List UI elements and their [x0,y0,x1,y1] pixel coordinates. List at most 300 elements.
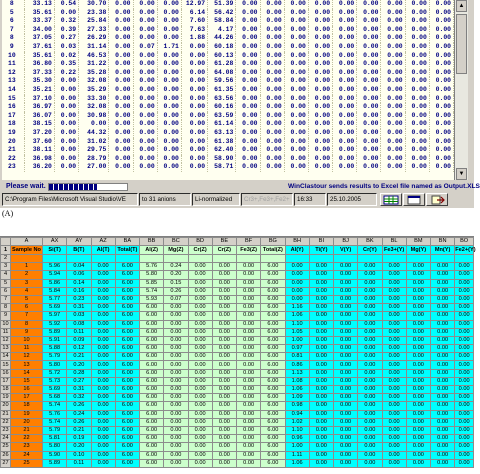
data-cell[interactable]: 0.00 [212,295,236,303]
data-cell[interactable]: 0.00 [431,263,455,271]
data-cell[interactable]: 0.00 [334,369,358,377]
column-header[interactable]: BA [115,238,139,246]
data-cell[interactable]: 0.00 [188,345,212,353]
data-cell[interactable]: 5.94 [43,271,67,279]
data-cell[interactable]: 0.00 [406,295,430,303]
data-cell[interactable]: 0.00 [358,361,382,369]
data-cell[interactable]: 0.12 [67,345,91,353]
data-cell[interactable]: 0.00 [91,361,115,369]
data-cell[interactable]: 0.00 [309,361,333,369]
data-cell[interactable]: 0.00 [309,336,333,344]
data-cell[interactable]: 0.00 [237,377,261,385]
data-cell[interactable]: 0.27 [67,377,91,385]
empty-cell[interactable] [164,255,188,263]
data-cell[interactable]: 1.11 [285,451,309,459]
column-header[interactable]: BL [382,238,406,246]
data-cell[interactable]: 0.00 [431,426,455,434]
sample-number[interactable]: 18 [11,402,43,410]
data-cell[interactable]: 0.00 [188,353,212,361]
data-cell[interactable]: 0.00 [285,263,309,271]
row-header[interactable]: 11 [1,328,11,336]
data-cell[interactable]: 0.00 [334,377,358,385]
sample-number[interactable]: 9 [11,328,43,336]
data-cell[interactable]: 0.00 [212,304,236,312]
data-cell[interactable]: 0.00 [406,328,430,336]
results-row[interactable] [2,129,454,138]
data-cell[interactable]: 0.00 [334,328,358,336]
sample-number[interactable]: 16 [11,386,43,394]
empty-cell[interactable] [285,255,309,263]
data-cell[interactable]: 0.00 [334,353,358,361]
data-cell[interactable]: 0.00 [212,345,236,353]
data-cell[interactable]: 0.00 [91,386,115,394]
table-row[interactable] [1,459,474,467]
data-cell[interactable]: 6.00 [261,279,285,287]
empty-cell[interactable] [455,255,474,263]
data-cell[interactable]: 5.77 [43,295,67,303]
data-cell[interactable]: 0.31 [67,386,91,394]
data-cell[interactable]: 0.00 [358,271,382,279]
sample-number[interactable]: 1 [11,263,43,271]
data-cell[interactable]: 0.00 [91,345,115,353]
row-header[interactable]: 1 [1,246,11,255]
data-cell[interactable]: 0.00 [334,459,358,467]
data-cell[interactable]: 0.00 [309,386,333,394]
results-row[interactable] [2,0,454,9]
data-cell[interactable]: 0.00 [164,336,188,344]
data-cell[interactable]: 6.00 [261,369,285,377]
results-grid[interactable] [2,0,454,180]
data-cell[interactable]: 0.00 [382,345,406,353]
column-label[interactable]: Total(Z) [261,246,285,255]
column-header[interactable]: BJ [334,238,358,246]
table-row[interactable] [1,402,474,410]
data-cell[interactable]: 0.00 [358,410,382,418]
data-cell[interactable]: 0.21 [67,426,91,434]
column-header[interactable]: BK [358,238,382,246]
data-cell[interactable]: 0.00 [212,410,236,418]
data-cell[interactable]: 0.00 [431,418,455,426]
table-row[interactable] [1,377,474,385]
data-cell[interactable]: 0.00 [455,287,474,295]
data-cell[interactable]: 6.00 [115,287,139,295]
data-cell[interactable]: 0.00 [309,345,333,353]
data-cell[interactable]: 0.00 [406,345,430,353]
data-cell[interactable]: 0.00 [358,386,382,394]
data-cell[interactable]: 0.00 [164,443,188,451]
data-cell[interactable]: 0.00 [164,345,188,353]
results-row[interactable] [2,43,454,52]
data-cell[interactable]: 0.00 [188,459,212,467]
row-header[interactable]: 15 [2,361,9,368]
data-cell[interactable]: 6.00 [140,353,164,361]
data-cell[interactable]: 0.00 [237,418,261,426]
data-cell[interactable]: 0.00 [406,402,430,410]
data-cell[interactable]: 0.00 [237,386,261,394]
data-cell[interactable]: 0.00 [188,386,212,394]
data-cell[interactable]: 0.00 [188,263,212,271]
empty-cell[interactable] [91,255,115,263]
column-label[interactable]: Ti(Y) [309,246,333,255]
data-cell[interactable]: 0.00 [358,369,382,377]
column-label[interactable]: Mn(Y) [431,246,455,255]
data-cell[interactable]: 0.00 [455,443,474,451]
data-cell[interactable]: 0.00 [406,304,430,312]
empty-cell[interactable] [67,255,91,263]
data-cell[interactable]: 6.00 [140,394,164,402]
data-cell[interactable]: 0.00 [358,426,382,434]
empty-cell[interactable] [406,255,430,263]
data-cell[interactable]: 0.00 [237,443,261,451]
data-cell[interactable]: 0.00 [358,394,382,402]
data-cell[interactable]: 0.00 [382,287,406,295]
sample-no-header[interactable]: Sample No [12,246,41,253]
table-row[interactable] [1,279,474,287]
data-cell[interactable]: 0.00 [212,394,236,402]
table-row[interactable] [1,386,474,394]
data-cell[interactable]: 5.91 [43,336,67,344]
data-cell[interactable]: 5.72 [43,369,67,377]
data-cell[interactable]: 0.00 [309,410,333,418]
data-cell[interactable]: 0.00 [431,328,455,336]
data-cell[interactable]: 0.00 [455,295,474,303]
data-cell[interactable]: 0.00 [237,353,261,361]
data-cell[interactable]: 0.00 [431,336,455,344]
data-cell[interactable]: 0.00 [309,369,333,377]
data-cell[interactable]: 0.00 [382,336,406,344]
data-cell[interactable]: 0.00 [334,435,358,443]
data-cell[interactable]: 6.00 [115,426,139,434]
results-row[interactable] [2,112,454,121]
data-cell[interactable]: 5.76 [140,263,164,271]
data-cell[interactable]: 0.00 [91,418,115,426]
data-cell[interactable]: 0.00 [91,394,115,402]
data-cell[interactable]: 0.00 [237,369,261,377]
data-cell[interactable]: 0.00 [455,320,474,328]
data-cell[interactable]: 0.00 [358,418,382,426]
sample-number[interactable]: 24 [11,451,43,459]
table-row[interactable] [1,361,474,369]
row-header[interactable]: 14 [2,353,9,360]
table-row[interactable] [1,320,474,328]
data-cell[interactable]: 0.00 [358,402,382,410]
data-cell[interactable]: 0.00 [285,279,309,287]
data-cell[interactable]: 0.00 [358,304,382,312]
data-cell[interactable]: 0.00 [406,451,430,459]
column-header[interactable]: BF [237,238,261,246]
data-cell[interactable]: 0.00 [188,304,212,312]
results-row[interactable] [2,60,454,69]
data-cell[interactable]: 0.00 [334,426,358,434]
sample-number[interactable]: 12 [11,353,43,361]
data-cell[interactable]: 0.00 [212,377,236,385]
data-cell[interactable]: 1.09 [285,394,309,402]
data-cell[interactable]: 6.00 [115,353,139,361]
data-cell[interactable]: 5.76 [43,410,67,418]
data-cell[interactable]: 0.00 [188,377,212,385]
data-cell[interactable]: 0.00 [358,451,382,459]
data-cell[interactable]: 6.00 [261,320,285,328]
sample-number[interactable]: 10 [11,336,43,344]
data-cell[interactable]: 0.00 [237,263,261,271]
data-cell[interactable]: 0.00 [334,263,358,271]
data-cell[interactable]: 0.00 [358,279,382,287]
data-cell[interactable]: 0.00 [164,394,188,402]
column-header[interactable]: BE [212,238,236,246]
data-cell[interactable]: 0.00 [164,369,188,377]
data-cell[interactable]: 0.00 [406,377,430,385]
column-header[interactable]: BM [406,238,430,246]
column-header[interactable]: AX [43,238,67,246]
data-cell[interactable]: 0.23 [67,295,91,303]
data-cell[interactable]: 6.00 [261,304,285,312]
data-cell[interactable]: 0.00 [431,320,455,328]
row-header[interactable]: 24 [2,435,9,442]
data-cell[interactable]: 0.00 [455,353,474,361]
sample-number[interactable]: 8 [11,320,43,328]
data-cell[interactable]: 0.00 [237,304,261,312]
data-cell[interactable]: 0.00 [309,304,333,312]
data-cell[interactable]: 6.00 [115,410,139,418]
data-cell[interactable]: 0.00 [382,369,406,377]
data-cell[interactable]: 0.00 [164,418,188,426]
data-cell[interactable]: 1.00 [285,336,309,344]
data-cell[interactable]: 6.00 [115,271,139,279]
data-cell[interactable]: 0.00 [91,336,115,344]
data-cell[interactable]: 0.24 [164,263,188,271]
data-cell[interactable]: 0.00 [406,312,430,320]
row-header[interactable]: 19 [2,394,9,401]
table-row[interactable] [1,353,474,361]
data-cell[interactable]: 0.26 [67,402,91,410]
data-cell[interactable]: 0.00 [91,353,115,361]
column-label[interactable]: Cr(Y) [358,246,382,255]
data-cell[interactable]: 0.00 [455,451,474,459]
data-cell[interactable]: 0.00 [455,336,474,344]
data-cell[interactable]: 0.00 [406,336,430,344]
data-cell[interactable]: 5.80 [43,361,67,369]
data-cell[interactable]: 0.00 [164,410,188,418]
data-cell[interactable]: 0.00 [188,369,212,377]
data-cell[interactable]: 0.00 [334,336,358,344]
data-cell[interactable]: 6.00 [261,287,285,295]
data-cell[interactable]: 0.00 [212,353,236,361]
data-cell[interactable]: 0.00 [188,410,212,418]
data-cell[interactable]: 6.00 [261,336,285,344]
data-cell[interactable]: 0.00 [212,443,236,451]
column-label[interactable]: Total(T) [115,246,139,255]
data-cell[interactable]: 0.00 [309,451,333,459]
column-header[interactable]: BC [164,238,188,246]
data-cell[interactable]: 0.00 [188,451,212,459]
data-cell[interactable]: 0.00 [212,328,236,336]
data-cell[interactable]: 0.00 [358,345,382,353]
data-cell[interactable]: 0.00 [358,287,382,295]
column-label[interactable]: Fe3(Z) [237,246,261,255]
data-cell[interactable]: 6.00 [261,386,285,394]
column-header[interactable]: BH [285,238,309,246]
data-cell[interactable]: 0.00 [309,279,333,287]
data-cell[interactable]: 0.00 [164,386,188,394]
data-cell[interactable]: 6.00 [115,320,139,328]
data-cell[interactable]: 0.00 [212,271,236,279]
data-cell[interactable]: 1.08 [285,377,309,385]
data-cell[interactable]: 0.26 [67,418,91,426]
data-cell[interactable]: 0.00 [455,377,474,385]
data-cell[interactable]: 0.00 [188,271,212,279]
data-cell[interactable]: 0.00 [164,377,188,385]
data-cell[interactable]: 6.00 [261,312,285,320]
sample-number[interactable]: 7 [11,312,43,320]
empty-cell[interactable] [188,255,212,263]
data-cell[interactable]: 0.00 [334,402,358,410]
results-row[interactable] [2,26,454,35]
data-cell[interactable]: 0.20 [67,361,91,369]
data-cell[interactable]: 0.00 [406,369,430,377]
data-cell[interactable]: 0.15 [164,279,188,287]
window-button[interactable] [403,193,425,206]
data-cell[interactable]: 6.00 [261,418,285,426]
data-cell[interactable]: 0.00 [455,304,474,312]
data-cell[interactable]: 0.00 [309,271,333,279]
data-cell[interactable]: 0.00 [406,435,430,443]
spreadsheet-button[interactable] [380,193,402,206]
sample-number[interactable]: 25 [11,459,43,467]
data-cell[interactable]: 6.00 [140,426,164,434]
data-cell[interactable]: 5.90 [43,451,67,459]
data-cell[interactable]: 0.00 [406,353,430,361]
column-header[interactable]: BO [455,238,474,246]
data-cell[interactable]: 1.06 [285,459,309,467]
data-cell[interactable]: 0.00 [455,263,474,271]
data-cell[interactable]: 0.00 [358,459,382,467]
data-cell[interactable]: 0.00 [212,361,236,369]
data-cell[interactable]: 6.00 [115,418,139,426]
data-cell[interactable]: 6.00 [115,279,139,287]
data-cell[interactable]: 6.00 [115,361,139,369]
data-cell[interactable]: 0.00 [212,287,236,295]
data-cell[interactable]: 0.00 [382,435,406,443]
data-cell[interactable]: 0.31 [67,304,91,312]
results-row[interactable] [2,95,454,104]
data-cell[interactable]: 5.86 [43,279,67,287]
data-cell[interactable]: 5.97 [43,312,67,320]
data-cell[interactable]: 6.00 [115,386,139,394]
data-cell[interactable]: 0.00 [212,402,236,410]
data-cell[interactable]: 0.32 [67,394,91,402]
data-cell[interactable]: 6.00 [115,295,139,303]
column-label[interactable]: Fe3+(Y) [383,246,405,253]
data-cell[interactable]: 0.00 [431,443,455,451]
empty-cell[interactable] [358,255,382,263]
results-row[interactable] [2,146,454,155]
data-cell[interactable]: 5.68 [43,394,67,402]
row-header[interactable]: 10 [2,320,9,327]
empty-cell[interactable] [309,255,333,263]
data-cell[interactable]: 0.00 [188,418,212,426]
row-header[interactable]: 22 [2,418,9,425]
sample-number[interactable]: 22 [11,435,43,443]
data-cell[interactable]: 0.00 [188,443,212,451]
data-cell[interactable]: 0.00 [188,328,212,336]
data-cell[interactable]: 0.00 [334,320,358,328]
results-row[interactable] [2,103,454,112]
data-cell[interactable]: 6.00 [140,402,164,410]
sample-number[interactable]: 4 [11,287,43,295]
results-row[interactable] [2,77,454,86]
data-cell[interactable]: 6.00 [115,443,139,451]
data-cell[interactable]: 6.00 [261,353,285,361]
data-cell[interactable]: 0.00 [455,361,474,369]
data-cell[interactable]: 0.00 [237,394,261,402]
data-cell[interactable]: 0.00 [431,402,455,410]
empty-cell[interactable] [11,255,43,263]
data-cell[interactable]: 0.00 [358,377,382,385]
data-cell[interactable]: 0.00 [382,443,406,451]
column-label[interactable]: Mg(Z) [164,246,188,255]
data-cell[interactable]: 0.00 [91,377,115,385]
spreadsheet-grid[interactable] [0,237,474,468]
row-header[interactable]: 9 [1,312,11,320]
data-cell[interactable]: 0.00 [455,279,474,287]
data-cell[interactable]: 5.69 [43,304,67,312]
results-row[interactable] [2,17,454,26]
data-cell[interactable]: 0.00 [358,263,382,271]
data-cell[interactable]: 0.00 [382,418,406,426]
column-header[interactable]: BG [261,238,285,246]
empty-cell[interactable] [382,255,406,263]
data-cell[interactable]: 0.00 [188,312,212,320]
data-cell[interactable]: 0.00 [237,402,261,410]
data-cell[interactable]: 6.00 [140,304,164,312]
data-cell[interactable]: 6.00 [261,271,285,279]
data-cell[interactable]: 0.00 [188,287,212,295]
data-cell[interactable]: 0.00 [309,377,333,385]
data-cell[interactable]: 0.00 [334,394,358,402]
data-cell[interactable]: 5.89 [43,328,67,336]
data-cell[interactable]: 5.88 [43,345,67,353]
data-cell[interactable]: 1.06 [285,312,309,320]
data-cell[interactable]: 6.00 [140,312,164,320]
sample-number[interactable]: 11 [11,345,43,353]
data-cell[interactable]: 0.00 [431,459,455,467]
data-cell[interactable]: 6.00 [261,435,285,443]
data-cell[interactable]: 6.00 [140,320,164,328]
sample-number[interactable]: 21 [11,426,43,434]
data-cell[interactable]: 6.00 [261,443,285,451]
data-cell[interactable]: 0.00 [334,418,358,426]
data-cell[interactable]: 6.00 [261,295,285,303]
table-row[interactable] [1,263,474,271]
data-cell[interactable]: 0.00 [309,394,333,402]
row-header[interactable]: 13 [2,345,9,352]
data-cell[interactable]: 6.00 [115,435,139,443]
sample-number[interactable]: 3 [11,279,43,287]
row-header[interactable]: 26 [2,451,9,458]
column-header[interactable]: AZ [91,238,115,246]
data-cell[interactable]: 0.00 [237,271,261,279]
data-cell[interactable]: 0.00 [237,336,261,344]
data-cell[interactable]: 0.00 [406,361,430,369]
data-cell[interactable]: 0.00 [91,443,115,451]
data-cell[interactable]: 6.00 [261,328,285,336]
data-cell[interactable]: 0.00 [334,443,358,451]
data-cell[interactable]: 0.00 [212,426,236,434]
data-cell[interactable]: 0.00 [406,426,430,434]
column-header[interactable]: BD [188,238,212,246]
data-cell[interactable]: 0.00 [212,263,236,271]
data-cell[interactable]: 0.00 [309,426,333,434]
